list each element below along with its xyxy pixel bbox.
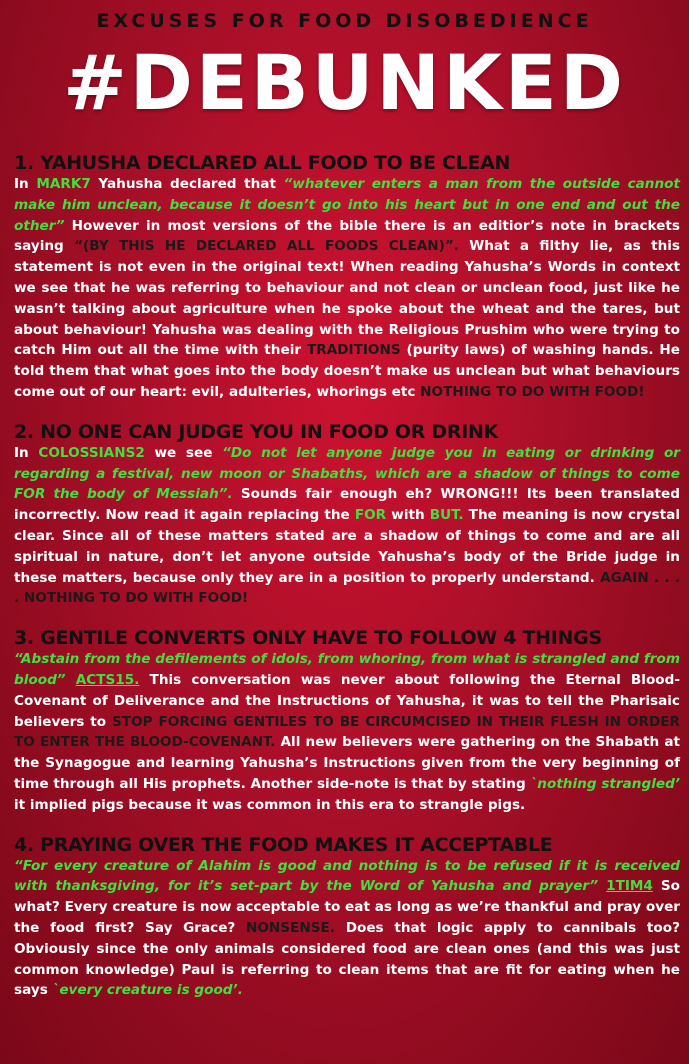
scripture-quote: “For every creature of Alahim is good and nothing is to be refused if it is received with thanksgiving, for it’s set-part by the Word of Yahusha and prayer”: [14, 857, 680, 895]
text-run: it implied pigs because it was common in this era to strangle pigs.: [14, 796, 526, 813]
text-run: In: [14, 176, 37, 192]
poster-subtitle: EXCUSES FOR FOOD DISOBEDIENCE: [96, 10, 593, 32]
text-run: All new believers were gathering on the Shabath at the Synagogue and learning Yahusha’s Instructions given from the very beginning of time through all His prophets. Another side-note is that by stating: [14, 734, 680, 792]
poster-title: #DEBUNKED: [63, 38, 626, 127]
section-heading: 3. GENTILE CONVERTS ONLY HAVE TO FOLLOW 4 THINGS: [14, 627, 602, 650]
inline-quote: `every creature is good’.: [52, 982, 243, 999]
text-run: Does that logic apply to cannibals too? Obviously since the only animals considered food are clean ones (and this was just common knowledge) Paul is referring to clean items that are fit for eating when he says: [14, 919, 680, 999]
text-run: [66, 672, 76, 688]
text-run: What a filthy lie, as this statement is not even in the original text! When reading Yahusha’s Words in context we see that he was referring to behaviour and not clean or unclean food, just like he wasn’t talking about agriculture when he spoke about the wheat and the tares, but about behaviour! Yahusha was dealing with the Religious Prushim who were trying to catch Him out all the time with their: [14, 238, 680, 359]
section-heading: 2. NO ONE CAN JUDGE YOU IN FOOD OR DRINK: [14, 420, 499, 443]
text-run: Yahusha declared that: [90, 176, 284, 192]
scripture-reference: MARK7: [36, 176, 91, 192]
highlight-word: FOR: [354, 507, 387, 524]
emphasis-text: NONSENSE.: [246, 919, 336, 936]
scripture-reference: 1TIM4: [606, 878, 653, 895]
section-2: [14, 421, 680, 609]
section-heading: 4. PRAYING OVER THE FOOD MAKES IT ACCEPTABLE: [14, 833, 553, 856]
inline-quote: `nothing strangled’: [530, 775, 680, 792]
text-run: However in most versions of the bible there is an editior’s note in brackets saying: [14, 217, 680, 255]
section-heading: 1. YAHUSHA DECLARED ALL FOOD TO BE CLEAN: [14, 152, 511, 174]
emphasis-text: TRADITIONS: [306, 342, 401, 359]
text-run: In: [14, 444, 39, 461]
text-run: we see: [144, 444, 223, 461]
text-run: with: [386, 507, 430, 524]
article-body: [14, 152, 680, 1019]
text-run: So what? Every creature is now acceptable to eat as long as we’re thankful and pray over the food first? Say Grace?: [14, 878, 680, 936]
text-run: The meaning is now crystal clear. Since all of these matters stated are a shadow of things to come and are all spiritual in nature, don’t let anyone outside Yahusha’s body of the Bride judge in these matters, because only they are in a position to properly understand.: [14, 507, 680, 586]
conclusion-text: NOTHING TO DO WITH FOOD!: [420, 383, 645, 400]
text-run: Sounds fair enough eh? WRONG!!! Its been translated incorrectly. Now read it again replacing the: [14, 486, 680, 524]
conclusion-text: AGAIN . . . . NOTHING TO DO WITH FOOD!: [14, 569, 680, 607]
scripture-reference: COLOSSIANS2: [38, 444, 145, 461]
section-text: [14, 856, 680, 1002]
emphasis-text: STOP FORCING GENTILES TO BE CIRCUMCISED IN THEIR FLESH IN ORDER TO ENTER THE BLOOD-COVENANT.: [14, 713, 680, 751]
section-text: [14, 443, 680, 609]
emphasis-text: “(BY THIS HE DECLARED ALL FOODS CLEAN)”.: [74, 238, 459, 255]
section-text: [14, 649, 680, 815]
scripture-reference: ACTS15.: [75, 671, 140, 688]
scripture-quote: “whatever enters a man from the outside cannot make him unclean, because it doesn’t go into his heart but in one end and out the other”: [14, 176, 680, 234]
text-run: (purity laws) of washing hands. He told them that what goes into the body doesn’t make us unclean but what behaviours come out of our heart: evil, adulteries, whorings etc: [14, 342, 680, 400]
section-text: [14, 174, 680, 403]
highlight-word: BUT.: [429, 507, 464, 524]
text-run: [598, 878, 606, 894]
section-4: [14, 834, 680, 1002]
scripture-quote: “Do not let anyone judge you in eating or drinking or regarding a festival, new moon or Shabaths, which are a shadow of things to come FOR the body of Messiah”.: [14, 444, 680, 503]
section-3: [14, 627, 680, 815]
section-1: [14, 152, 680, 403]
text-run: This conversation was never about following the Eternal Blood-Covenant of Deliverance and the Instructions of Yahusha, it was to tell the Pharisaic believers to: [14, 671, 680, 730]
scripture-quote: “Abstain from the defilements of idols, from whoring, from what is strangled and from blood”: [14, 651, 680, 688]
